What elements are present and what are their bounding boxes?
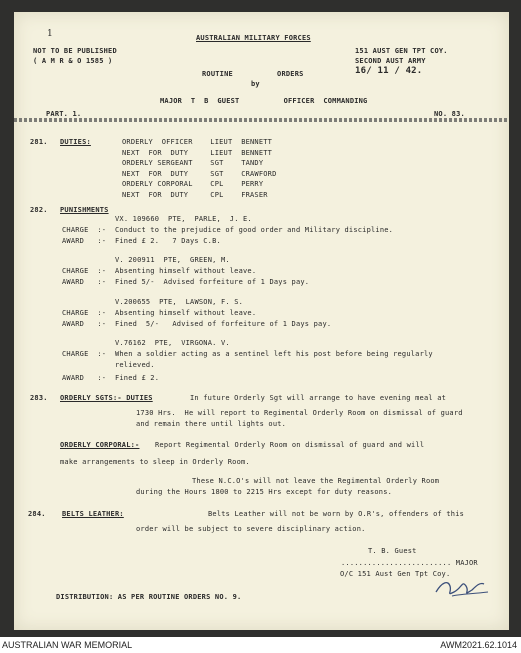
duty-row: ORDERLY OFFICER LIEUT BENNETT bbox=[122, 138, 273, 146]
duty-row: NEXT FOR DUTY CPL FRASER bbox=[122, 191, 268, 199]
paragraph-line: Belts Leather will not be worn by O.R's, offenders of this bbox=[208, 510, 465, 518]
unit-name: 151 AUST GEN TPT COY. bbox=[355, 47, 448, 55]
paragraph-line: and remain there until lights out. bbox=[136, 420, 287, 428]
army-name: SECOND AUST ARMY bbox=[355, 57, 426, 65]
paragraph-line: order will be subject to severe disciplinary action. bbox=[136, 525, 366, 533]
soldier-line: V. 200911 PTE, GREEN, M. bbox=[115, 256, 230, 264]
signatory-unit: O/C 151 Aust Gen Tpt Coy. bbox=[340, 570, 451, 578]
not-published-label: NOT TO BE PUBLISHED bbox=[33, 47, 117, 55]
order-date: 16/ 11 / 42. bbox=[355, 66, 423, 76]
archive-footer bbox=[0, 637, 521, 653]
document-title: AUSTRALIAN MILITARY FORCES bbox=[196, 34, 311, 42]
part-label: PART. 1. bbox=[46, 110, 82, 118]
duty-row: ORDERLY CORPORAL CPL PERRY bbox=[122, 180, 264, 188]
soldier-line: V.200655 PTE, LAWSON, F. S. bbox=[115, 298, 244, 306]
duties-heading: DUTIES: bbox=[60, 138, 91, 146]
archive-name: AUSTRALIAN WAR MEMORIAL bbox=[2, 640, 133, 650]
section-number: 284. bbox=[28, 510, 46, 518]
paragraph-line: make arrangements to sleep in Orderly Room. bbox=[60, 458, 250, 466]
duty-row: NEXT FOR DUTY SGT CRAWFORD bbox=[122, 170, 277, 178]
page-number: 1 bbox=[47, 29, 53, 39]
charge-line: CHARGE :- When a soldier acting as a sentinel left his post before being regularly bbox=[62, 350, 433, 358]
charge-line: CHARGE :- Conduct to the prejudice of good order and Military discipline. bbox=[62, 226, 394, 234]
belts-heading: BELTS LEATHER: bbox=[62, 510, 124, 518]
paragraph-line: during the Hours 1800 to 2215 Hrs except for duty reasons. bbox=[136, 488, 393, 496]
paragraph-line: In future Orderly Sgt will arrange to have evening meal at bbox=[190, 394, 447, 402]
distribution-line: DISTRIBUTION: AS PER ROUTINE ORDERS NO. 9. bbox=[56, 593, 242, 601]
order-number: NO. 83. bbox=[434, 110, 465, 118]
charge-line-continued: relieved. bbox=[62, 361, 155, 369]
orderly-corporal-heading: ORDERLY CORPORAL:- bbox=[60, 441, 140, 449]
soldier-line: V.76162 PTE, VIRGONA. V. bbox=[115, 339, 230, 347]
amr-reference: ( A M R & O 1585 ) bbox=[33, 57, 113, 65]
routine-orders-heading: ROUTINE ORDERS bbox=[202, 70, 304, 78]
orderly-sgts-heading: ORDERLY SGTS:- DUTIES bbox=[60, 394, 153, 402]
paragraph-line: Report Regimental Orderly Room on dismissal of guard and will bbox=[155, 441, 425, 449]
section-number: 283. bbox=[30, 394, 48, 402]
punishments-heading: PUNISHMENTS bbox=[60, 206, 109, 214]
paragraph-line: 1730 Hrs. He will report to Regimental Orderly Room on dismissal of guard bbox=[136, 409, 463, 417]
signatory-rank: ......................... MAJOR bbox=[341, 559, 478, 567]
charge-line: CHARGE :- Absenting himself without leave. bbox=[62, 267, 257, 275]
soldier-line: VX. 109660 PTE, PARLE, J. E. bbox=[115, 215, 252, 223]
charge-line: CHARGE :- Absenting himself without leave. bbox=[62, 309, 257, 317]
signatory-name: T. B. Guest bbox=[368, 547, 417, 555]
separator-line bbox=[14, 118, 507, 122]
award-line: AWARD :- Fined £ 2. 7 Days C.B. bbox=[62, 237, 221, 245]
award-line: AWARD :- Fined 5/- Advised forfeiture of 1 Days pay. bbox=[62, 278, 310, 286]
duty-row: NEXT FOR DUTY LIEUT BENNETT bbox=[122, 149, 273, 157]
officer-commanding-line: MAJOR T B GUEST OFFICER COMMANDING bbox=[160, 97, 368, 105]
by-label: by bbox=[251, 80, 260, 88]
award-line: AWARD :- Fined 5/- Advised of forfeiture of 1 Days pay. bbox=[62, 320, 332, 328]
duty-row: ORDERLY SERGEANT SGT TANDY bbox=[122, 159, 264, 167]
section-number: 282. bbox=[30, 206, 48, 214]
section-number: 281. bbox=[30, 138, 48, 146]
archive-reference: AWM2021.62.1014 bbox=[440, 640, 517, 650]
award-line: AWARD :- Fined £ 2. bbox=[62, 374, 160, 382]
handwritten-signature bbox=[432, 574, 492, 600]
paragraph-line: These N.C.O's will not leave the Regimental Orderly Room bbox=[192, 477, 440, 485]
